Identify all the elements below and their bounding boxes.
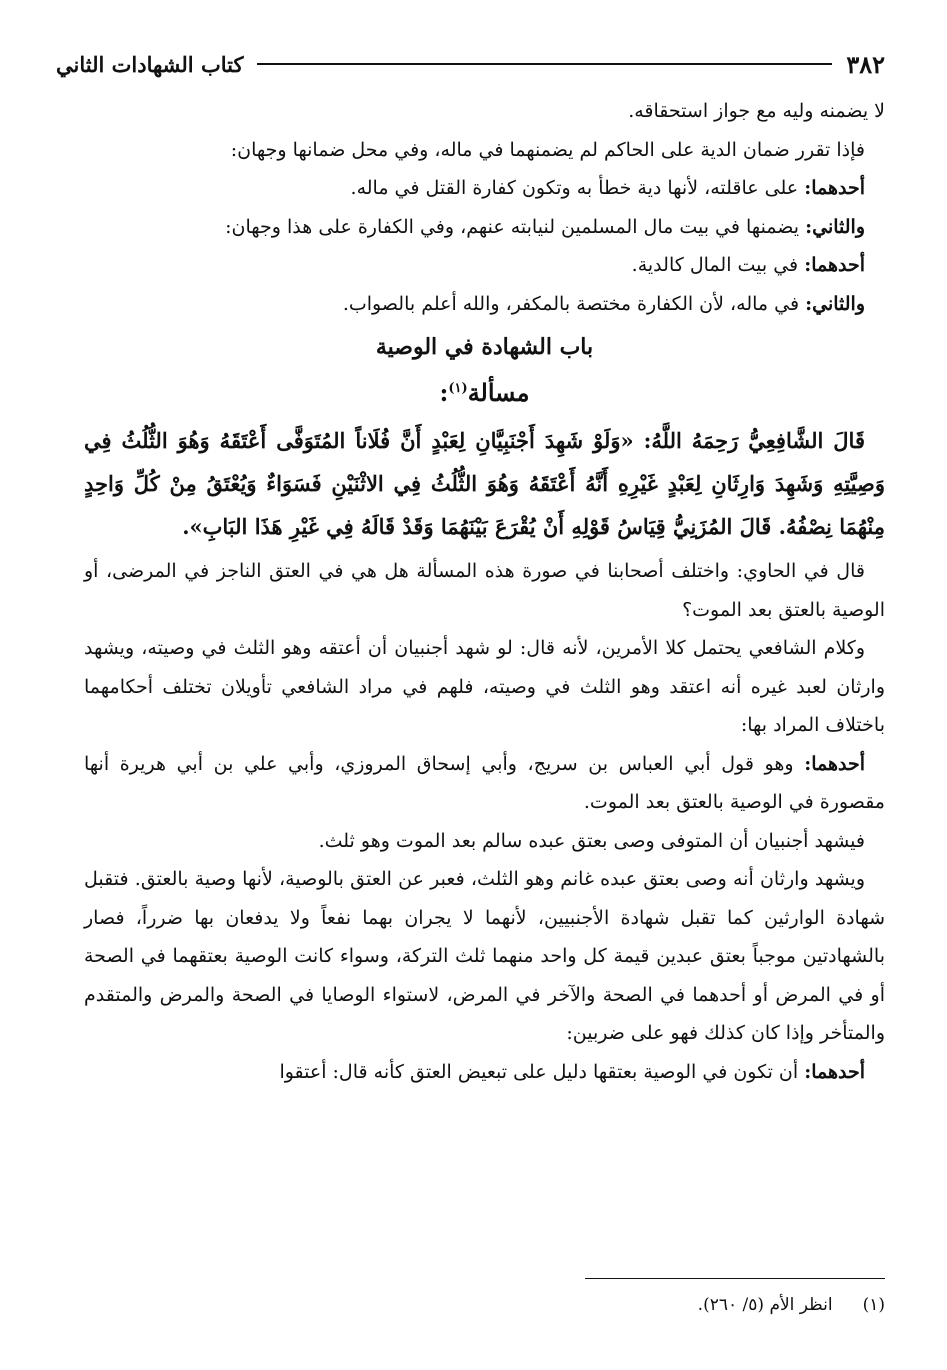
point-text: على عاقلته، لأنها دية خطأ به وتكون كفارة القتل في ماله.	[350, 177, 805, 199]
point-label: أحدهما:	[804, 752, 865, 775]
page-number: ٣٨٢	[846, 49, 885, 79]
footnote	[84, 1290, 885, 1320]
paragraph	[84, 246, 885, 285]
point-text: في ماله، لأن الكفارة مختصة بالمكفر، والله أعلم بالصواب.	[342, 292, 806, 315]
point-label: والثاني:	[805, 292, 865, 315]
section-title: باب الشهادة في الوصية	[375, 334, 594, 360]
paragraph	[84, 745, 885, 822]
paragraph: قال في الحاوي: واختلف أصحابنا في صورة هذه المسألة هل هي في العتق الناجز في المرضى، أو الوصية بالعتق بعد الموت؟	[84, 560, 885, 621]
footnote-ref: (١)	[448, 381, 468, 396]
subsection-colon: :	[439, 378, 449, 407]
paragraph	[84, 169, 885, 208]
point-label: أحدهما:	[804, 1060, 865, 1083]
paragraph	[84, 285, 885, 324]
footnote-divider	[585, 1278, 885, 1279]
point-label: أحدهما:	[804, 177, 865, 199]
paragraph: ويشهد وارثان أنه وصى بعتق عبده غانم وهو الثلث، فعبر عن العتق بالوصية، لأنها وصية بالعتق. فتقبل شهادة الوارثين كما تقبل شهادة الأجنبيين، لأنهما لا يجران بهما نفعاً ولا يدفعان بها ضرراً، فصار بالشهادتين موجباً بعتق عبدين قيمة كل واحد منهما ثلث التركة، وسواء كانت الوصية بعتقهما في الصحة أو في المرض أو أحدهما في الصحة والآخر في المرض، لاستواء الوصايا في الصحة والمرض والمتقدم والمتأخر وإذا كان كذلك فهو على ضربين:	[84, 868, 885, 1044]
paragraph	[84, 1053, 885, 1092]
subsection-title	[84, 367, 885, 415]
paragraph	[84, 208, 885, 247]
paragraph: فيشهد أجنبيان أن المتوفى وصى بعتق عبده سالم بعد الموت وهو ثلث.	[318, 829, 865, 852]
quoted-text	[84, 419, 885, 548]
paragraph: فإذا تقرر ضمان الدية على الحاكم لم يضمنهما في ماله، وفي محل ضمانها وجهان:	[230, 138, 865, 161]
quote-body: «وَلَوْ شَهِدَ أَجْنَبِيَّانِ لِعَبْدٍ أَنَّ فُلَاناً المُتَوَفَّى أَعْتَقَهُ وَهُوَ الثُّلُثُ فِي وَصِيَّتِهِ وَشَهِدَ وَارِثَانِ لِعَبْدٍ غَيْرِهِ أَنَّهُ أَعْتَقَهُ وَهُوَ الثُّلُثُ فِي الاثْنَيْنِ فَسَوَاءٌ وَيُعْتَقُ مِنْ كُلِّ وَاحِدٍ مِنْهُمَا نِصْفُهُ. قَالَ المُزَنِيُّ قِيَاسُ قَوْلِهِ أَنْ يُقْرَعَ بَيْنَهُمَا وَقَدْ قَالَهُ فِي غَيْرِ هَذَا البَابِ».	[84, 428, 885, 539]
footnote-number: (١)	[862, 1295, 885, 1315]
paragraph: لا يضمنه وليه مع جواز استحقاقه.	[628, 100, 885, 122]
point-label: والثاني:	[805, 215, 865, 238]
point-text: يضمنها في بيت مال المسلمين لنيابته عنهم، وفي الكفارة على هذا وجهان:	[225, 215, 806, 238]
quote-attribution: قَالَ الشَّافِعِيُّ رَحِمَهُ اللَّهُ:	[643, 428, 865, 453]
point-text: في بيت المال كالدية.	[631, 254, 805, 276]
header-rule	[257, 63, 832, 65]
footnote-text: انظر الأم (٥/ ٢٦٠).	[697, 1295, 833, 1315]
point-text: أن تكون في الوصية بعتقها دليل على تبعيض العتق كأنه قال: أعتقوا	[279, 1060, 805, 1083]
page-header	[56, 44, 885, 84]
main-text	[84, 92, 885, 1091]
paragraph: وكلام الشافعي يحتمل كلا الأمرين، لأنه قال: لو شهد أجنبيان أن أعتقه وهو الثلث في وصيته، ويشهد وارثان لعبد غيره أنه اعتقد وهو الثلث في وصيته، فلهم في مراد الشافعي تأويلان تختلف أحكامهما باختلاف المراد بها:	[84, 637, 885, 736]
point-text: وهو قول أبي العباس بن سريج، وأبي إسحاق المروزي، وأبي علي بن أبي هريرة أنها مقصورة في الوصية بالعتق بعد الموت.	[84, 752, 885, 813]
point-label: أحدهما:	[804, 254, 865, 276]
book-title: كتاب الشهادات الثاني	[56, 51, 244, 77]
subsection-title-text: مسألة	[467, 378, 530, 407]
